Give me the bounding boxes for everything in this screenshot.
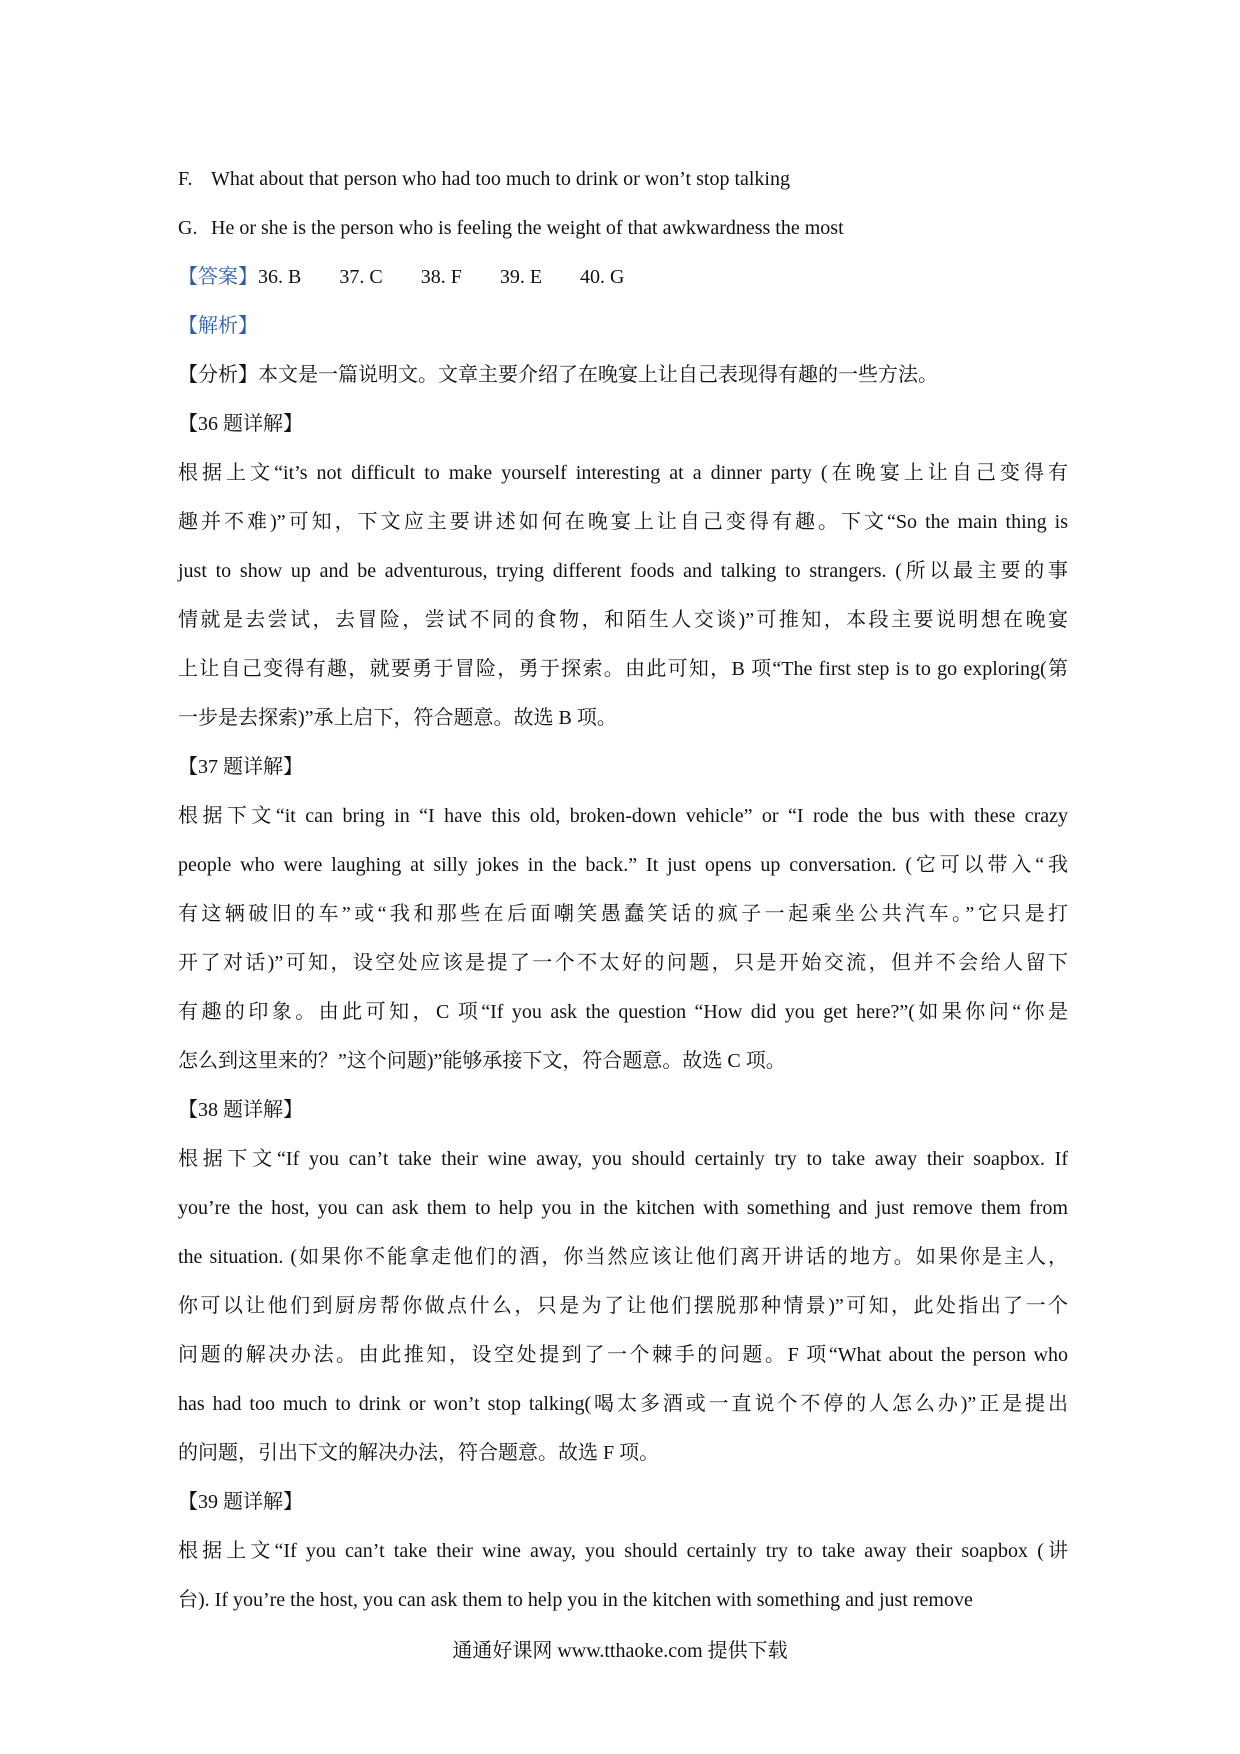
option-text: What about that person who had too much to drink or won’t stop talking <box>211 168 790 190</box>
paragraph-line: 根据下文“it can bring in “I have this old, broken-down vehicle” or “I rode the bus with these crazy <box>178 805 1068 827</box>
paragraph-line: 趣并不难)”可知，下文应主要讲述如何在晚宴上让自己变得有趣。下文“So the main thing is <box>178 511 1068 533</box>
paragraph-line: the situation. (如果你不能拿走他们的酒，你当然应该让他们离开讲话的地方。如果你是主人， <box>178 1246 1068 1268</box>
section-heading-38: 【38 题详解】 <box>178 1099 303 1121</box>
paragraph-line: 根据上文“it’s not difficult to make yourself interesting at a dinner party (在晚宴上让自己变得有 <box>178 462 1068 484</box>
section-heading-36: 【36 题详解】 <box>178 413 303 435</box>
option-letter: G. <box>178 217 198 239</box>
analysis-tag: 【解析】 <box>178 315 258 337</box>
option-text: He or she is the person who is feeling the weight of that awkwardness the most <box>211 217 844 239</box>
paragraph-line: 的问题，引出下文的解决办法，符合题意。故选 F 项。 <box>178 1442 660 1464</box>
option-f <box>178 155 1068 204</box>
section-heading-37: 【37 题详解】 <box>178 756 303 778</box>
answer-tag: 【答案】 <box>178 266 258 288</box>
paragraph-line: 有这辆破旧的车”或“我和那些在后面嘲笑愚蠢笑话的疯子一起乘坐公共汽车。”它只是打 <box>178 903 1068 925</box>
paragraph-line: 根据上文“If you can’t take their wine away, you should certainly try to take away their soapbox (讲 <box>178 1540 1068 1562</box>
paragraph-line: 有趣的印象。由此可知，C 项“If you ask the question “How did you get here?”(如果你问“你是 <box>178 1001 1068 1023</box>
paragraph-line: 一步是去探索)”承上启下，符合题意。故选 B 项。 <box>178 707 617 729</box>
paragraph-line: 台). If you’re the host, you can ask them to help you in the kitchen with something and just remove <box>178 1589 973 1611</box>
summary-line: 【分析】本文是一篇说明文。文章主要介绍了在晚宴上让自己表现得有趣的一些方法。 <box>178 364 938 386</box>
document-body <box>178 155 1068 1625</box>
answer-item: 39. E <box>499 266 543 288</box>
paragraph-line: 根据下文“If you can’t take their wine away, you should certainly try to take away their soapbox. If <box>178 1148 1068 1170</box>
section-heading-39: 【39 题详解】 <box>178 1491 303 1513</box>
paragraph-line: 你可以让他们到厨房帮你做点什么，只是为了让他们摆脱那种情景)”可知，此处指出了一个 <box>178 1295 1068 1317</box>
paragraph-line: you’re the host, you can ask them to help you in the kitchen with something and just remove them from <box>178 1197 1068 1219</box>
option-g <box>178 204 1068 253</box>
answer-item: 40. G <box>580 266 625 288</box>
paragraph-line: 上让自己变得有趣，就要勇于冒险，勇于探索。由此可知，B 项“The first step is to go exploring(第 <box>178 658 1068 680</box>
paragraph-line: people who were laughing at silly jokes in the back.” It just opens up conversation. (它可以带入“我 <box>178 854 1068 876</box>
paragraph-line: 情就是去尝试，去冒险，尝试不同的食物，和陌生人交谈)”可推知，本段主要说明想在晚宴 <box>178 609 1068 631</box>
paragraph-line: has had too much to drink or won’t stop talking(喝太多酒或一直说个不停的人怎么办)”正是提出 <box>178 1393 1068 1415</box>
answer-line <box>178 253 1068 302</box>
answer-item: 37. C <box>339 266 383 288</box>
analysis-heading <box>178 302 1068 351</box>
page-footer: 通通好课网 www.tthaoke.com 提供下载 <box>452 1640 788 1662</box>
answer-item: 38. F <box>420 266 462 288</box>
paragraph-line: just to show up and be adventurous, trying different foods and talking to strangers. (所以最主要的事 <box>178 560 1068 582</box>
option-letter: F. <box>178 168 193 190</box>
paragraph-line: 问题的解决办法。由此推知，设空处提到了一个棘手的问题。F 项“What about the person who <box>178 1344 1068 1366</box>
paragraph-line: 开了对话)”可知，设空处应该是提了一个不太好的问题，只是开始交流，但并不会给人留下 <box>178 952 1068 974</box>
answer-item: 36. B <box>258 266 302 288</box>
paragraph-line: 怎么到这里来的？”这个问题)”能够承接下文，符合题意。故选 C 项。 <box>178 1050 786 1072</box>
